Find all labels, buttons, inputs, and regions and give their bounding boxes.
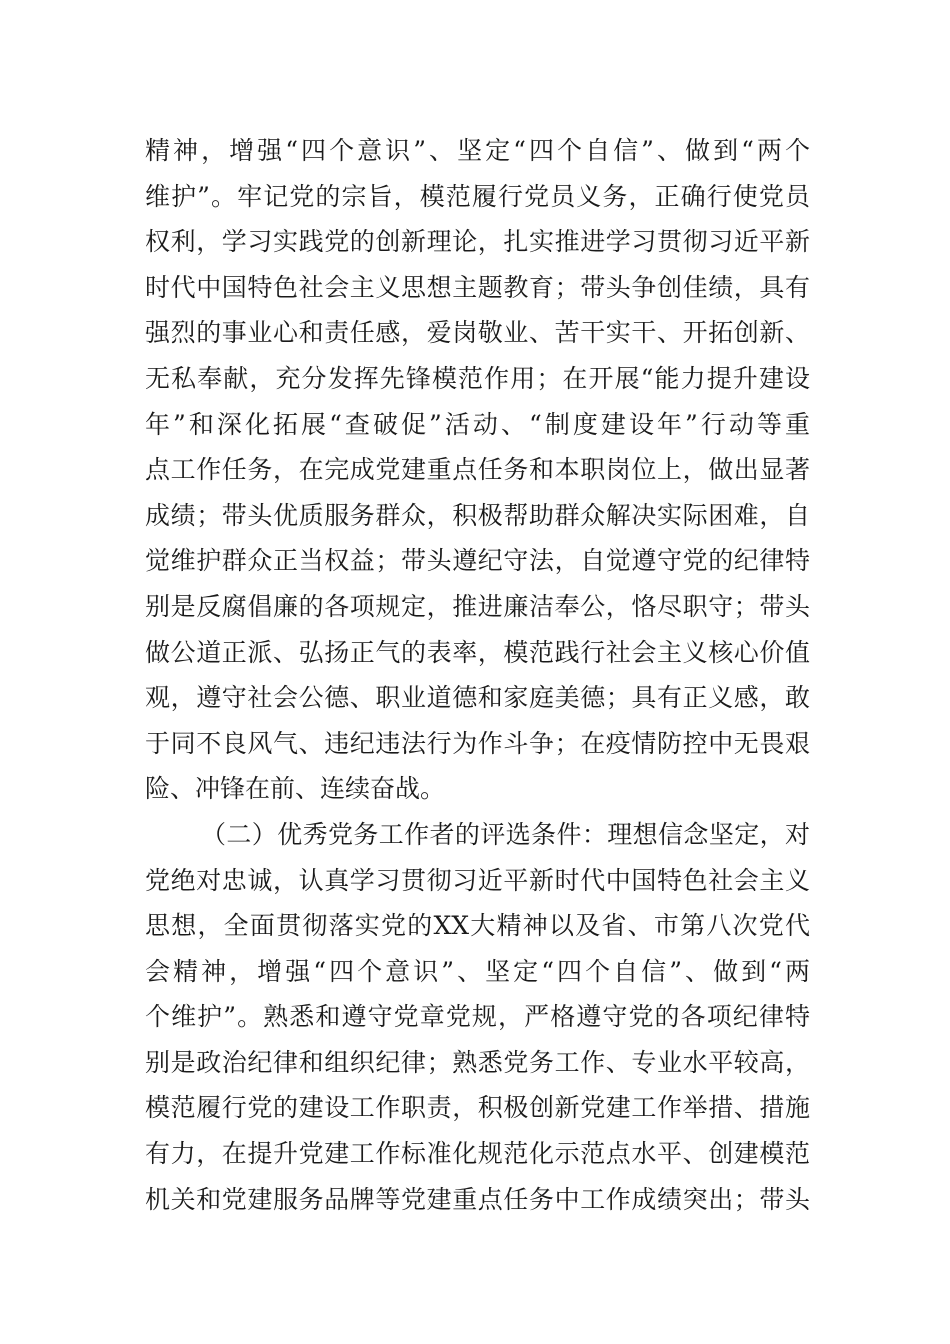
text-line: 时代中国特色社会主义思想主题教育；带头争创佳绩，具有: [145, 272, 810, 302]
text-line: 观，遵守社会公德、职业道德和家庭美德；具有正义感，敢: [145, 683, 810, 713]
text-line: 党绝对忠诚，认真学习贯彻习近平新时代中国特色社会主义: [145, 865, 810, 895]
text-line: 会精神，增强“四个意识”、坚定“四个自信”、做到“两: [145, 956, 810, 986]
text-line: 做公道正派、弘扬正气的表率，模范践行社会主义核心价值: [145, 637, 810, 667]
text-line: 维护”。牢记党的宗旨，模范履行党员义务，正确行使党员: [145, 181, 810, 211]
text-line: 个维护”。熟悉和遵守党章党规，严格遵守党的各项纪律特: [145, 1002, 810, 1032]
text-line: 思想，全面贯彻落实党的XX大精神以及省、市第八次党代: [145, 911, 810, 941]
document-body: [145, 128, 810, 1222]
text-line: 别是反腐倡廉的各项规定，推进廉洁奉公，恪尽职守；带头: [145, 591, 810, 621]
text-line: 有力，在提升党建工作标准化规范化示范点水平、创建模范: [145, 1139, 810, 1169]
text-line: 成绩；带头优质服务群众，积极帮助群众解决实际困难，自: [145, 500, 810, 530]
text-line: 觉维护群众正当权益；带头遵纪守法，自觉遵守党的纪律特: [145, 546, 810, 576]
text-line: 年”和深化拓展“查破促”活动、“制度建设年”行动等重: [145, 409, 810, 439]
paragraph-end-line: 险、冲锋在前、连续奋战。: [145, 774, 446, 804]
text-line: 权利，学习实践党的创新理论，扎实推进学习贯彻习近平新: [145, 227, 810, 257]
text-line: 于同不良风气、违纪违法行为作斗争；在疫情防控中无畏艰: [145, 728, 810, 758]
text-line: 无私奉献，充分发挥先锋模范作用；在开展“能力提升建设: [145, 363, 810, 393]
text-line: 精神，增强“四个意识”、坚定“四个自信”、做到“两个: [145, 136, 810, 165]
section-heading-line: （二）优秀党务工作者的评选条件：理想信念坚定，对: [201, 819, 810, 849]
text-line: 模范履行党的建设工作职责，积极创新党建工作举措、措施: [145, 1093, 810, 1123]
text-line: 别是政治纪律和组织纪律；熟悉党务工作、专业水平较高，: [145, 1047, 810, 1077]
text-line: 点工作任务，在完成党建重点任务和本职岗位上，做出显著: [145, 455, 810, 485]
text-line: 机关和党建服务品牌等党建重点任务中工作成绩突出；带头: [145, 1184, 810, 1214]
text-line: 强烈的事业心和责任感，爱岗敬业、苦干实干、开拓创新、: [145, 318, 810, 348]
